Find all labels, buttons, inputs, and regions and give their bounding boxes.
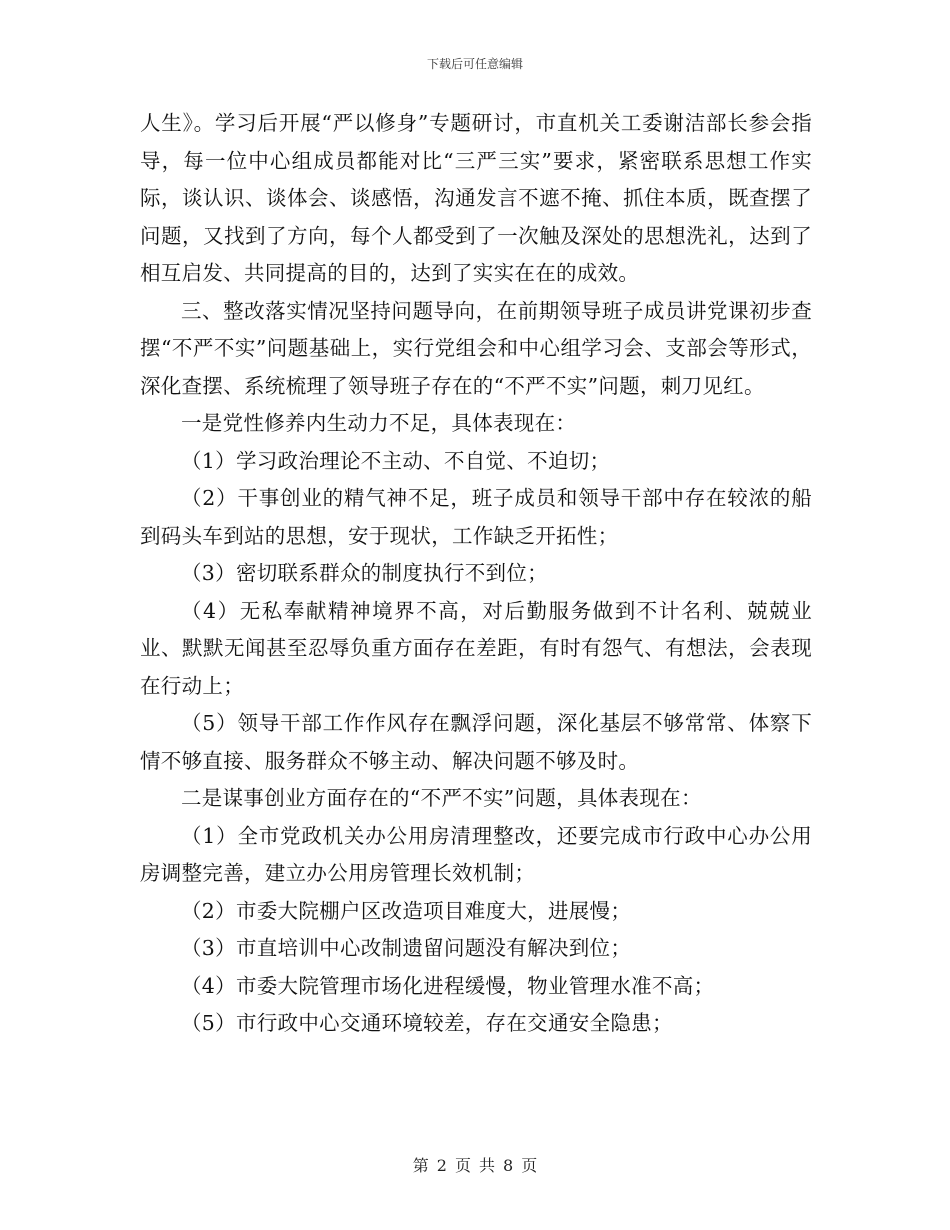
paragraph-0: 人生》。学习后开展“严以修身”专题研讨，市直机关工委谢洁部长参会指导，每一位中心组成员都能对比“三严三实”要求，紧密联系思想工作实际，谈认识、谈体会、谈感悟，沟通发言不遮不掩、抓住本质，既查摆了问题，又找到了方向，每个人都受到了一次触及深处的思想洗礼，达到了相互启发、共同提高的目的，达到了实实在在的成效。 bbox=[140, 111, 812, 285]
paragraph-5: （3）密切联系群众的制度执行不到位； bbox=[181, 561, 548, 585]
footer-label-ye2: 页 bbox=[521, 1156, 538, 1175]
footer-label-di: 第 bbox=[412, 1156, 429, 1175]
paragraph-13: （5）市行政中心交通环境较差，存在交通安全隐患； bbox=[181, 1011, 673, 1035]
paragraph-6: （4）无私奉献精神境界不高，对后勤服务做到不计名利、兢兢业业、默默无闻甚至忍辱负重方面存在差距，有时有怨气、有想法，会表现在行动上； bbox=[140, 598, 812, 698]
footer-label-gong: 共 bbox=[479, 1156, 496, 1175]
paragraph-8: 二是谋事创业方面存在的“不严不实”问题，具体表现在： bbox=[181, 786, 702, 810]
paragraph-3: （1）学习政治理论不主动、不自觉、不迫切； bbox=[181, 448, 611, 473]
paragraph-9: （1）全市党政机关办公用房清理整改，还要完成市行政中心办公用房调整完善，建立办公用房管理长效机制； bbox=[140, 823, 812, 885]
paragraph-11: （3）市直培训中心改制遗留问题没有解决到位； bbox=[181, 936, 632, 960]
paragraph-4: （2）干事创业的精气神不足，班子成员和领导干部中存在较浓的船到码头车到站的思想，安于现状，工作缺乏开拓性； bbox=[140, 486, 812, 548]
page-footer bbox=[0, 1153, 950, 1176]
paragraph-10: （2）市委大院棚户区改造项目难度大，进展慢； bbox=[181, 898, 632, 923]
document-body bbox=[140, 105, 812, 1043]
footer-label-ye: 页 bbox=[454, 1156, 471, 1175]
paragraph-1: 三、整改落实情况坚持问题导向，在前期领导班子成员讲党课初步查摆“不严不实”问题基础上，实行党组会和中心组学习会、支部会等形式，深化查摆、系统梳理了领导班子存在的“不严不实”问题，刺刀见红。 bbox=[140, 298, 812, 398]
footer-total-pages: 8 bbox=[503, 1156, 514, 1175]
paragraph-12: （4）市委大院管理市场化进程缓慢，物业管理水准不高； bbox=[181, 973, 715, 998]
paragraph-7: （5）领导干部工作作风存在飘浮问题，深化基层不够常常、体察下情不够直接、服务群众不够主动、解决问题不够及时。 bbox=[140, 711, 812, 773]
page-header: 下载后可任意编辑 bbox=[426, 57, 523, 71]
paragraph-2: 一是党性修养内生动力不足，具体表现在： bbox=[181, 411, 577, 435]
footer-page-number: 2 bbox=[436, 1156, 447, 1175]
